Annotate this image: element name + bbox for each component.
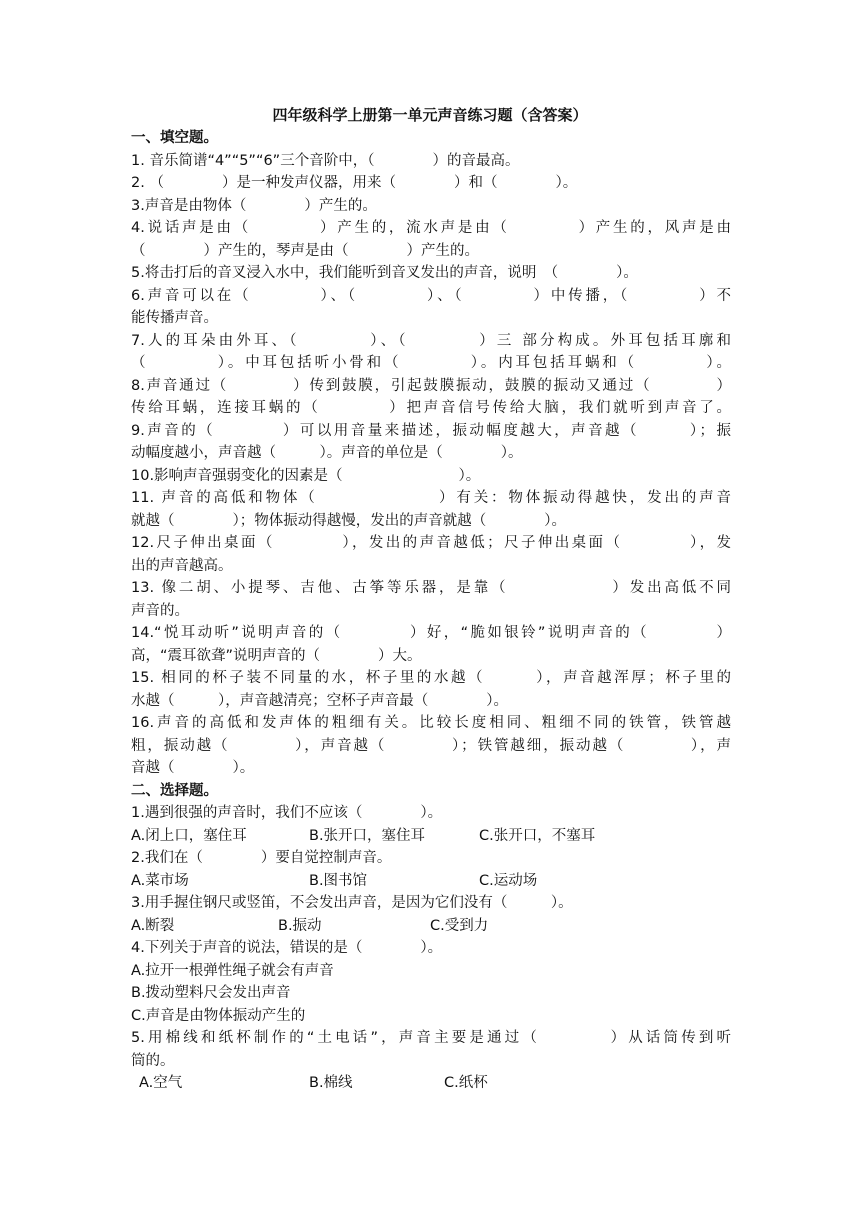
option-b: B.棉线 (309, 1075, 353, 1091)
option-a: A.菜市场 (131, 872, 189, 889)
options-row (131, 1072, 731, 1095)
option-c: C.运动场 (479, 872, 538, 889)
section-heading-choice: 二、选择题。 (131, 782, 218, 799)
fill-question-line: 高，“震耳欲聋”说明声音的（ ）大。 (131, 647, 422, 664)
fill-question-line: 传给耳蜗，连接耳蜗的（ ）把声音信号传给大脑，我们就听到声音了。 (131, 400, 731, 416)
choice-question-3 (131, 892, 731, 937)
option-b: B.图书馆 (309, 872, 368, 889)
fill-question-line: 动幅度越小，声音越（ ）。声音的单位是（ ）。 (131, 445, 523, 461)
fill-question-line: 6.声音可以在（ ）、（ ）、（ ）中传播，（ ）不 (131, 287, 731, 304)
choice-question-1 (131, 802, 731, 847)
fill-question-line: 能传播声音。 (131, 310, 218, 326)
fill-question-line: 9.声音的（ ）可以用音量来描述，振动幅度越大，声音越（ ）；振 (131, 422, 731, 439)
options-row (131, 870, 731, 893)
option-c: C.声音是由物体振动产生的 (131, 1007, 306, 1024)
fill-question-line: （ ）产生的，琴声是由（ ）产生的。 (131, 242, 479, 259)
question-stem-line-2: 筒的。 (131, 1052, 175, 1069)
fill-question-line: （ ）。中耳包括听小骨和（ ）。内耳包括耳蜗和（ ）。 (131, 355, 731, 371)
fill-question-line: 7.人的耳朵由外耳、（ ）、（ ）三 部分构成。外耳包括耳廓和 (131, 332, 731, 349)
fill-question-line: 粗，振动越（ ），声音越（ ）；铁管越细，振动越（ ），声 (131, 737, 731, 754)
question-stem: 1.遇到很强的声音时，我们不应该（ ）。 (131, 805, 443, 821)
section-heading-fill: 一、填空题。 (131, 130, 218, 146)
option-c: C.受到力 (430, 917, 489, 934)
fill-question-line: 13. 像二胡、小提琴、吉他、古筝等乐器，是靠（ ）发出高低不同 (131, 580, 731, 596)
option-b: B.拨动塑料尺会发出声音 (131, 985, 291, 1001)
fill-question-line: 14.“悦耳动听”说明声音的（ ）好，“脆如银铃”说明声音的（ ） (131, 625, 731, 641)
fill-question-line: 11. 声音的高低和物体（ ）有关：物体振动得越快，发出的声音 (131, 490, 731, 506)
fill-question-line: 16.声音的高低和发声体的粗细有关。比较长度相同、粗细不同的铁管，铁管越 (131, 715, 731, 731)
question-stem: 2.我们在（ ）要自觉控制声音。 (131, 850, 392, 866)
document-title: 四年级科学上册第一单元声音练习题（含答案） (272, 106, 588, 124)
fill-question-line: 1. 音乐简谱“4”“5”“6”三个音阶中，（ ）的音最高。 (131, 152, 520, 169)
fill-question-line: 4.说话声是由（ ）产生的，流水声是由（ ）产生的，风声是由 (131, 220, 731, 236)
option-c: C.张开口，不塞耳 (479, 827, 596, 844)
fill-question-line: 出的声音越高。 (131, 557, 233, 574)
options-row (131, 825, 731, 848)
choice-question-2 (131, 847, 731, 892)
choice-question-5 (131, 1027, 731, 1095)
fill-question-line: 8.声音通过（ ）传到鼓膜，引起鼓膜振动，鼓膜的振动又通过（ ） (131, 377, 731, 394)
fill-question-line: 3.声音是由物体（ ）产生的。 (131, 197, 377, 214)
option-b: B.张开口，塞住耳 (309, 827, 426, 844)
fill-question-line: 就越（ ）；物体振动得越慢，发出的声音就越（ ）。 (131, 512, 566, 529)
option-a: A.闭上口，塞住耳 (131, 827, 247, 844)
fill-question-line: 10.影响声音强弱变化的因素是（ ）。 (131, 467, 481, 484)
question-stem-line-1: 5.用棉线和纸杯制作的“土电话”，声音主要是通过（ ）从话筒传到听 (131, 1030, 731, 1046)
fill-question-line: 音越（ ）。 (131, 760, 255, 776)
fill-in-questions (131, 150, 731, 780)
option-a: A.空气 (139, 1075, 183, 1091)
fill-question-line: 5.将击打后的音叉浸入水中，我们能听到音叉发出的声音，说明 （ ）。 (131, 265, 638, 281)
choice-question-4 (131, 937, 731, 1027)
question-stem: 3.用手握住钢尺或竖笛，不会发出声音，是因为它们没有（ ）。 (131, 895, 573, 911)
option-a: A.断裂 (131, 917, 175, 934)
options-row (131, 915, 731, 938)
option-c: C.纸杯 (444, 1075, 488, 1091)
option-a: A.拉开一根弹性绳子就会有声音 (131, 962, 334, 979)
fill-question-line: 12.尺子伸出桌面（ ），发出的声音越低；尺子伸出桌面（ ），发 (131, 535, 731, 551)
document-body (131, 127, 731, 1095)
fill-question-line: 水越（ ），声音越清亮；空杯子声音最（ ）。 (131, 692, 508, 709)
question-stem: 4.下列关于声音的说法，错误的是（ ）。 (131, 940, 443, 956)
option-b: B.振动 (278, 917, 322, 934)
fill-question-line: 15. 相同的杯子装不同量的水，杯子里的水越（ ），声音越浑厚；杯子里的 (131, 670, 731, 686)
fill-question-line: 2. （ ）是一种发声仪器，用来（ ）和（ ）。 (131, 175, 578, 191)
fill-question-line: 声音的。 (131, 602, 189, 619)
